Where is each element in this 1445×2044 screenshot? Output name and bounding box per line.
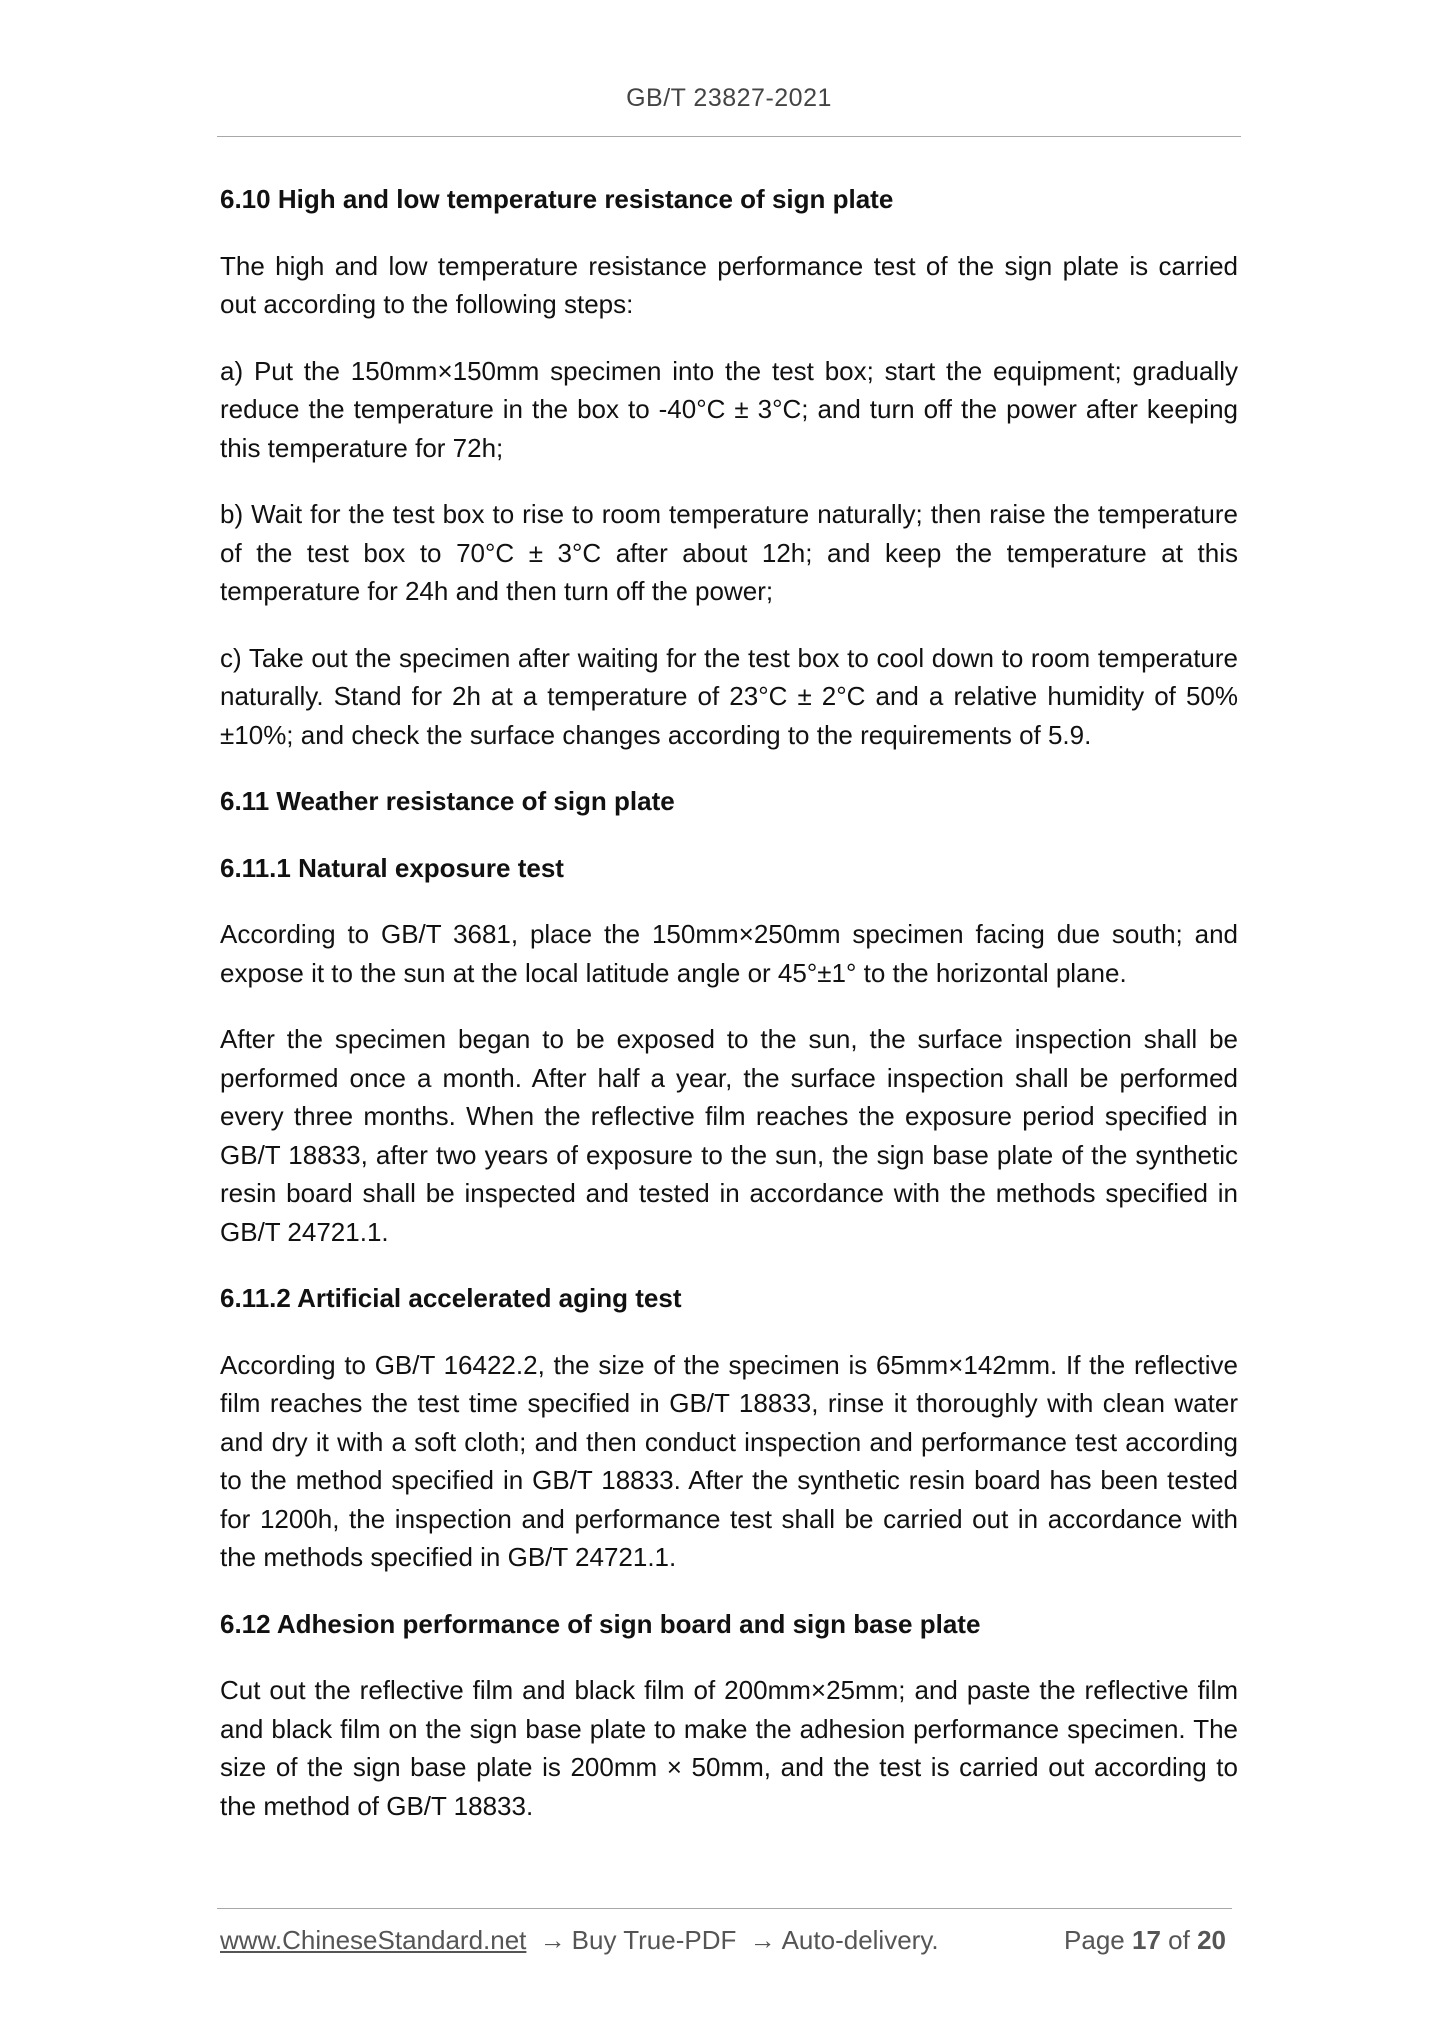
section-heading-6-11-2: 6.11.2 Artificial accelerated aging test xyxy=(220,1283,682,1313)
page-footer xyxy=(220,1925,1230,1956)
arrow-right-icon: → xyxy=(749,1925,776,1955)
section-heading-6-11-1: 6.11.1 Natural exposure test xyxy=(220,852,564,883)
page-label: Page xyxy=(1064,1925,1125,1955)
arrow-right-icon: → xyxy=(539,1925,566,1955)
paragraph: According to GB/T 3681, place the 150mm×250mm specimen facing due south; and expose it to the sun at the local latitude angle or 45°±1° to the horizontal plane. xyxy=(220,919,1238,988)
header-divider xyxy=(217,136,1241,137)
of-label: of xyxy=(1168,1925,1190,1955)
section-heading-6-10: 6.10 High and low temperature resistance of sign plate xyxy=(220,184,894,214)
paragraph: After the specimen began to be exposed to the sun, the surface inspection shall be performed once a month. After half a year, the surface inspection shall be performed every three months. When the reflective film reaches the exposure period specified in GB/T 18833, after two years of exposure to the sun, the sign base plate of the synthetic resin board shall be inspected and tested in accordance with the methods specified in GB/T 24721.1. xyxy=(220,1024,1238,1247)
page-indicator xyxy=(1064,1925,1226,1956)
delivery-text: Auto-delivery. xyxy=(781,1925,939,1955)
page-current: 17 xyxy=(1132,1925,1161,1955)
footer-divider xyxy=(217,1908,1232,1909)
step-b: b) Wait for the test box to rise to room temperature naturally; then raise the temperature of the test box to 70°C ± 3°C after about 12h; and keep the temperature at this temperature for 24h and then turn off the power; xyxy=(220,499,1238,606)
paragraph: According to GB/T 16422.2, the size of the specimen is 65mm×142mm. If the reflective film reaches the test time specified in GB/T 18833, rinse it thoroughly with clean water and dry it with a soft cloth; and then conduct inspection and performance test according to the method specified in GB/T 18833. After the synthetic resin board has been tested for 1200h, the inspection and performance test shall be carried out in accordance with the methods specified in GB/T 24721.1. xyxy=(220,1349,1238,1572)
section-heading-6-12: 6.12 Adhesion performance of sign board and sign base plate xyxy=(220,1608,981,1639)
page-total: 20 xyxy=(1197,1925,1226,1955)
document-body xyxy=(220,180,1238,1825)
step-a: a) Put the 150mm×150mm specimen into the test box; start the equipment; gradually reduce the temperature in the box to -40°C ± 3°C; and turn off the power after keeping this temperature for 72h; xyxy=(220,355,1238,463)
paragraph: The high and low temperature resistance performance test of the sign plate is carried out according to the following steps: xyxy=(220,250,1238,319)
paragraph: Cut out the reflective film and black film of 200mm×25mm; and paste the reflective film and black film on the sign base plate to make the adhesion performance specimen. The size of the sign base plate is 200mm × 50mm, and the test is carried out according to the method of GB/T 18833. xyxy=(220,1675,1238,1821)
section-heading-6-11: 6.11 Weather resistance of sign plate xyxy=(220,786,675,816)
website-link[interactable]: www.ChineseStandard.net xyxy=(220,1925,527,1955)
step-c: c) Take out the specimen after waiting for the test box to cool down to room temperature naturally. Stand for 2h at a temperature of 23°C ± 2°C and a relative humidity of 50%±10%; and check the surface changes according to the requirements of 5.9. xyxy=(220,642,1238,750)
page-header: GB/T 23827-2021 xyxy=(626,84,832,112)
buy-text: Buy True-PDF xyxy=(571,1925,737,1955)
